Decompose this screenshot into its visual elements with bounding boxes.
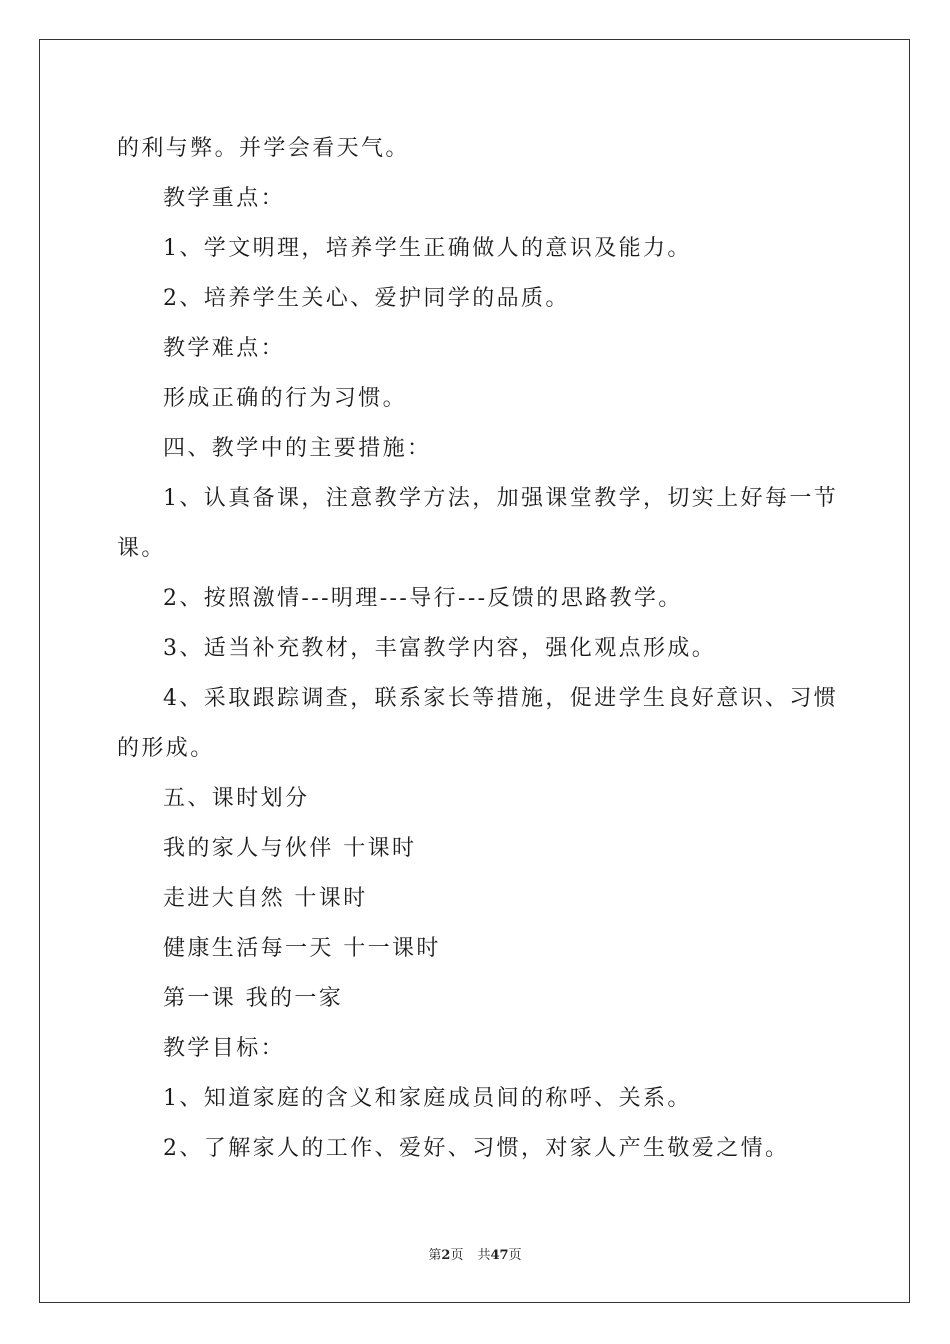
text-line: 4、采取跟踪调查，联系家长等措施，促进学生良好意识、习惯 xyxy=(163,686,839,711)
text-line: 2、培养学生关心、爱护同学的品质。 xyxy=(163,286,570,311)
text-line: 形成正确的行为习惯。 xyxy=(163,386,408,411)
text-line: 的利与弊。并学会看天气。 xyxy=(117,136,410,161)
footer-total-suffix: 页 xyxy=(508,1248,522,1263)
text-line: 健康生活每一天 十一课时 xyxy=(163,936,441,961)
text-line: 五、课时划分 xyxy=(163,786,310,811)
text-line: 的形成。 xyxy=(117,736,215,761)
page-footer xyxy=(0,1246,950,1266)
text-line: 课。 xyxy=(117,536,166,561)
text-line: 第一课 我的一家 xyxy=(163,986,344,1011)
footer-total-pages: 47 xyxy=(490,1248,509,1263)
text-line: 1、认真备课，注意教学方法，加强课堂教学，切实上好每一节 xyxy=(163,486,839,511)
text-line: 教学难点： xyxy=(163,336,286,361)
text-line: 走进大自然 十课时 xyxy=(163,886,368,911)
text-line: 我的家人与伙伴 十课时 xyxy=(163,836,417,861)
text-line: 2、按照激情---明理---导行---反馈的思路教学。 xyxy=(163,586,683,611)
text-line: 教学重点： xyxy=(163,186,286,211)
text-line: 1、学文明理，培养学生正确做人的意识及能力。 xyxy=(163,236,692,261)
text-line: 1、知道家庭的含义和家庭成员间的称呼、关系。 xyxy=(163,1086,692,1111)
footer-page-suffix: 页 xyxy=(450,1248,464,1263)
footer-page-prefix: 第 xyxy=(428,1248,442,1263)
text-line: 教学目标： xyxy=(163,1036,286,1061)
text-line: 2、了解家人的工作、爱好、习惯，对家人产生敬爱之情。 xyxy=(163,1136,790,1161)
text-line: 四、教学中的主要措施： xyxy=(163,436,432,461)
footer-total-prefix: 共 xyxy=(477,1248,491,1263)
document-body xyxy=(117,124,837,1174)
footer-page-number: 2 xyxy=(441,1248,451,1263)
text-line: 3、适当补充教材，丰富教学内容，强化观点形成。 xyxy=(163,636,717,661)
